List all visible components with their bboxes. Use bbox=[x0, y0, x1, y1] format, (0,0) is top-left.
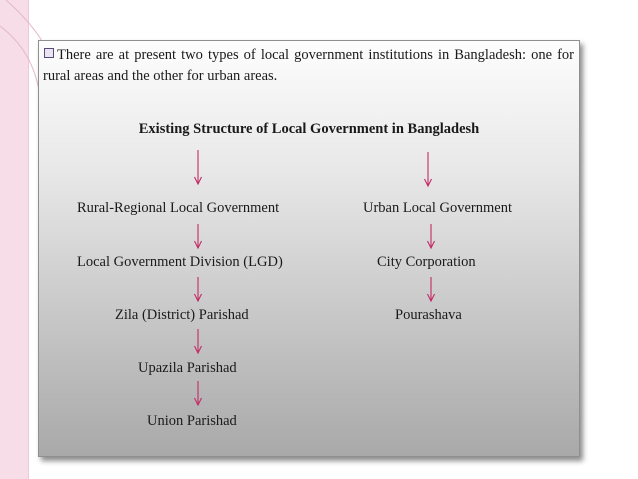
intro-text: There are at present two types of local government institutions in Bangladesh: one for rural areas and the other for urban areas. bbox=[43, 47, 574, 84]
node-city-corporation: City Corporation bbox=[377, 254, 476, 270]
node-rural-regional-local-government: Rural-Regional Local Government bbox=[77, 200, 280, 216]
diagram-heading: Existing Structure of Local Government in Bangladesh bbox=[138, 121, 480, 137]
arrow-rural-to-lgd bbox=[195, 224, 202, 248]
node-upazila-parishad: Upazila Parishad bbox=[138, 360, 237, 376]
node-urban-local-government: Urban Local Government bbox=[363, 200, 512, 216]
content-panel bbox=[38, 40, 580, 457]
node-pourashava: Pourashava bbox=[395, 307, 462, 323]
arrow-city-corporation-to-pourashava bbox=[428, 277, 435, 301]
arrow-lgd-to-zila bbox=[195, 277, 202, 301]
arrow-upazila-to-union bbox=[195, 381, 202, 405]
arrow-urban-to-city-corporation bbox=[428, 224, 435, 248]
flow-arrows bbox=[39, 41, 579, 456]
node-zila-parishad: Zila (District) Parishad bbox=[115, 307, 249, 323]
arrow-heading-to-urban bbox=[425, 152, 432, 186]
node-union-parishad: Union Parishad bbox=[147, 413, 237, 429]
arrow-zila-to-upazila bbox=[195, 329, 202, 353]
node-local-government-division: Local Government Division (LGD) bbox=[77, 254, 283, 270]
arrow-heading-to-rural bbox=[195, 150, 202, 184]
